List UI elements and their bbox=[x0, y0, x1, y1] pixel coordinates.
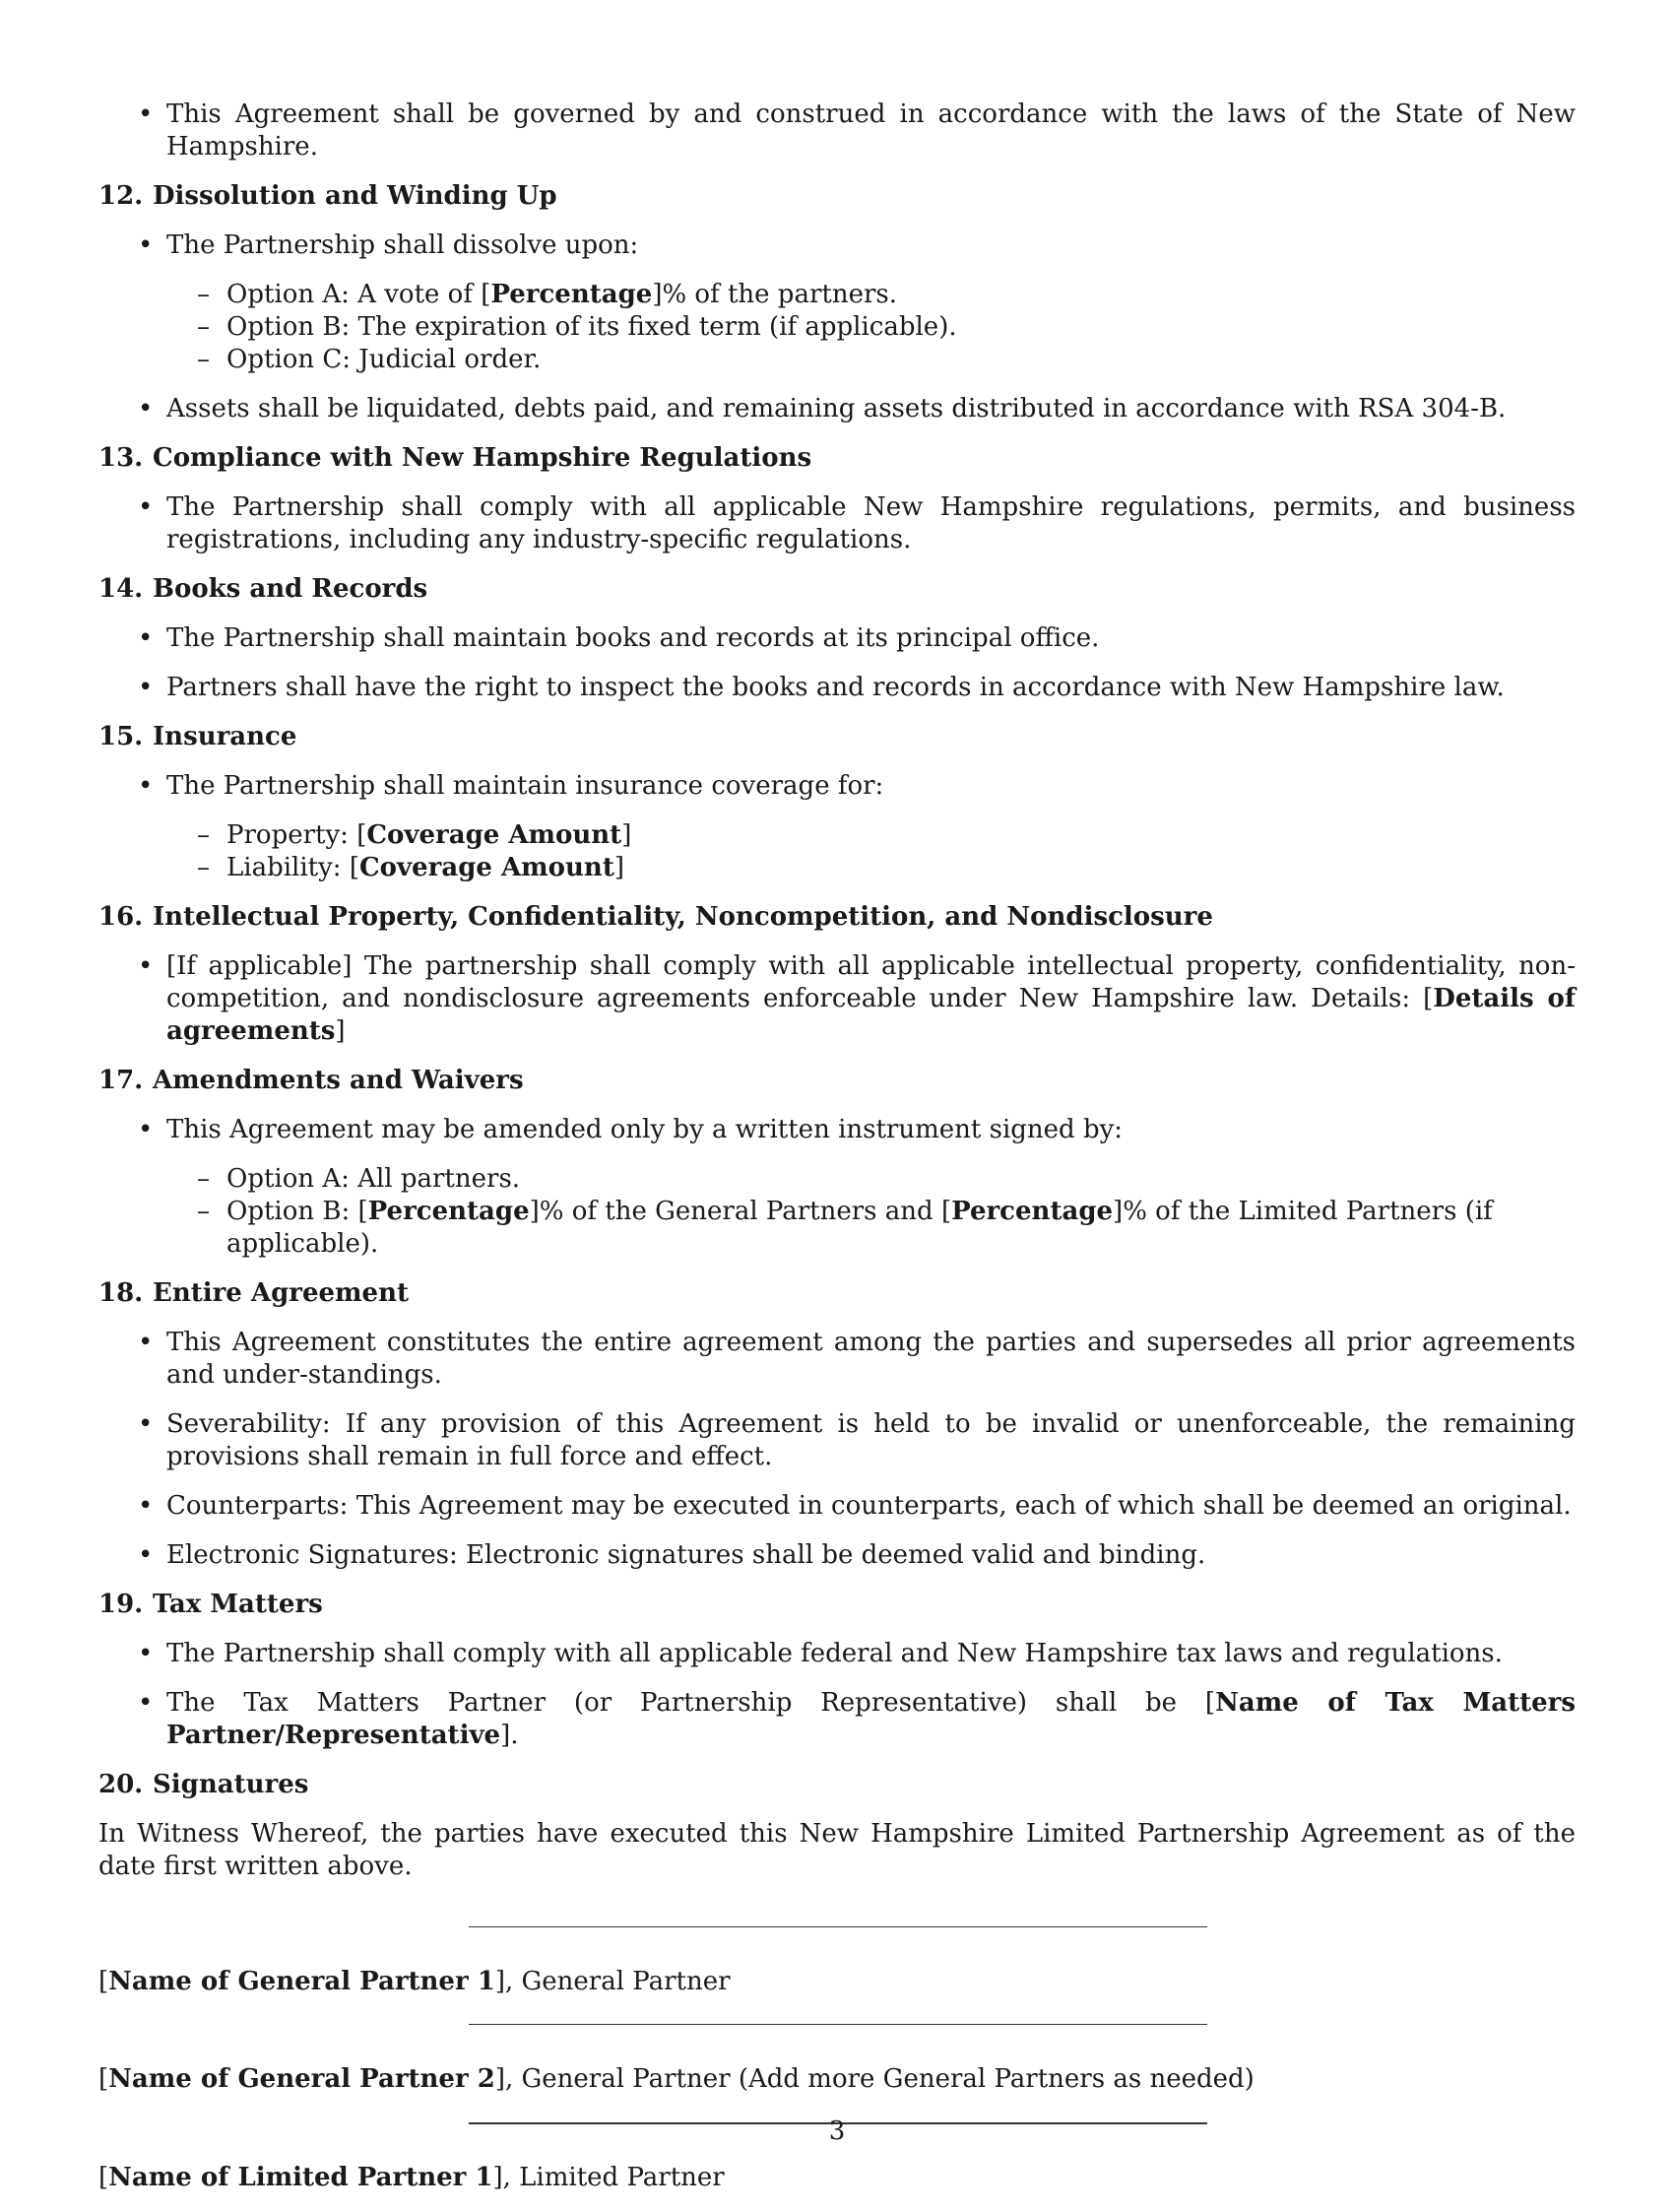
section-12-option-c: – Option C: Judicial order. bbox=[98, 344, 1576, 376]
governing-law-bullet: • This Agreement shall be governed by and construed in accordance with the laws of the State of New Hampshire. bbox=[98, 98, 1576, 163]
signature-line-2[interactable] bbox=[469, 2024, 1207, 2025]
property-coverage: – Property: [Coverage Amount] bbox=[98, 819, 1576, 852]
signature-label-3: [Name of Limited Partner 1], Limited Partner bbox=[98, 2163, 725, 2192]
section-12-bullet-2: • Assets shall be liquidated, debts paid, and remaining assets distributed in accordance with RSA 304-B. bbox=[98, 393, 1576, 425]
section-15-coverage-list bbox=[98, 819, 1576, 884]
section-13-heading: 13. Compliance with New Hampshire Regulations bbox=[98, 443, 812, 473]
section-12-heading: 12. Dissolution and Winding Up bbox=[98, 181, 557, 211]
signature-label-1: [Name of General Partner 1], General Partner bbox=[98, 1967, 731, 1996]
section-14-heading: 14. Books and Records bbox=[98, 574, 428, 604]
section-17-option-b: – Option B: [Percentage]% of the General Partners and [Percentage]% of the Limited Partners (if applicable). bbox=[98, 1196, 1576, 1261]
section-17-bullet-1: • This Agreement may be amended only by a written instrument signed by: bbox=[98, 1114, 1576, 1146]
section-17-option-a: – Option A: All partners. bbox=[98, 1163, 1576, 1196]
section-14-bullet-2: • Partners shall have the right to inspect the books and records in accordance with New Hampshire law. bbox=[98, 672, 1576, 704]
signature-label-2: [Name of General Partner 2], General Partner (Add more General Partners as needed) bbox=[98, 2064, 1255, 2094]
section-18-bullet-4: • Electronic Signatures: Electronic signatures shall be deemed valid and binding. bbox=[98, 1539, 1576, 1572]
section-19-heading: 19. Tax Matters bbox=[98, 1590, 323, 1619]
section-18-bullet-3: • Counterparts: This Agreement may be executed in counterparts, each of which shall be deemed an original. bbox=[98, 1490, 1576, 1523]
section-15-heading: 15. Insurance bbox=[98, 722, 297, 751]
section-18-bullet-2: • Severability: If any provision of this Agreement is held to be invalid or unenforceable, the remaining provisions shall remain in full force and effect. bbox=[98, 1408, 1576, 1473]
section-19-bullet-2: • The Tax Matters Partner (or Partnership Representative) shall be [Name of Tax Matters Partner/Representative]. bbox=[98, 1687, 1576, 1752]
document-page bbox=[98, 98, 1576, 2212]
page-number: 3 bbox=[828, 2116, 846, 2146]
liability-coverage: – Liability: [Coverage Amount] bbox=[98, 852, 1576, 884]
section-12-options bbox=[98, 279, 1576, 376]
section-14-bullet-1: • The Partnership shall maintain books and records at its principal office. bbox=[98, 622, 1576, 655]
section-18-bullet-1: • This Agreement constitutes the entire agreement among the parties and supersedes all prior agreements and under-standings. bbox=[98, 1327, 1576, 1392]
section-12-option-a: – Option A: A vote of [Percentage]% of the partners. bbox=[98, 279, 1576, 311]
section-16-bullet-1: • [If applicable] The partnership shall comply with all applicable intellectual property, confidentiality, non-competition, and nondisclosure agreements enforceable under New Hampshire law. Details: [Details of agreements] bbox=[98, 950, 1576, 1048]
section-18-heading: 18. Entire Agreement bbox=[98, 1278, 409, 1308]
section-17-options bbox=[98, 1163, 1576, 1261]
section-12-bullet-1: • The Partnership shall dissolve upon: bbox=[98, 229, 1576, 262]
section-13-bullet-1: • The Partnership shall comply with all applicable New Hampshire regulations, permits, and business registrations, including any industry-specific regulations. bbox=[98, 491, 1576, 556]
section-15-bullet-1: • The Partnership shall maintain insurance coverage for: bbox=[98, 770, 1576, 803]
section-16-heading: 16. Intellectual Property, Confidentiality, Noncompetition, and Nondisclosure bbox=[98, 902, 1213, 932]
section-20-heading: 20. Signatures bbox=[98, 1770, 309, 1799]
section-17-heading: 17. Amendments and Waivers bbox=[98, 1066, 524, 1095]
section-12-option-b: – Option B: The expiration of its fixed term (if applicable). bbox=[98, 311, 1576, 344]
witness-paragraph: In Witness Whereof, the parties have executed this New Hampshire Limited Partnership Agreement as of the date first written above. bbox=[98, 1819, 1576, 1881]
signature-block bbox=[98, 1926, 1576, 2212]
signature-line-1[interactable] bbox=[469, 1926, 1207, 1927]
section-19-bullet-1: • The Partnership shall comply with all applicable federal and New Hampshire tax laws and regulations. bbox=[98, 1638, 1576, 1670]
